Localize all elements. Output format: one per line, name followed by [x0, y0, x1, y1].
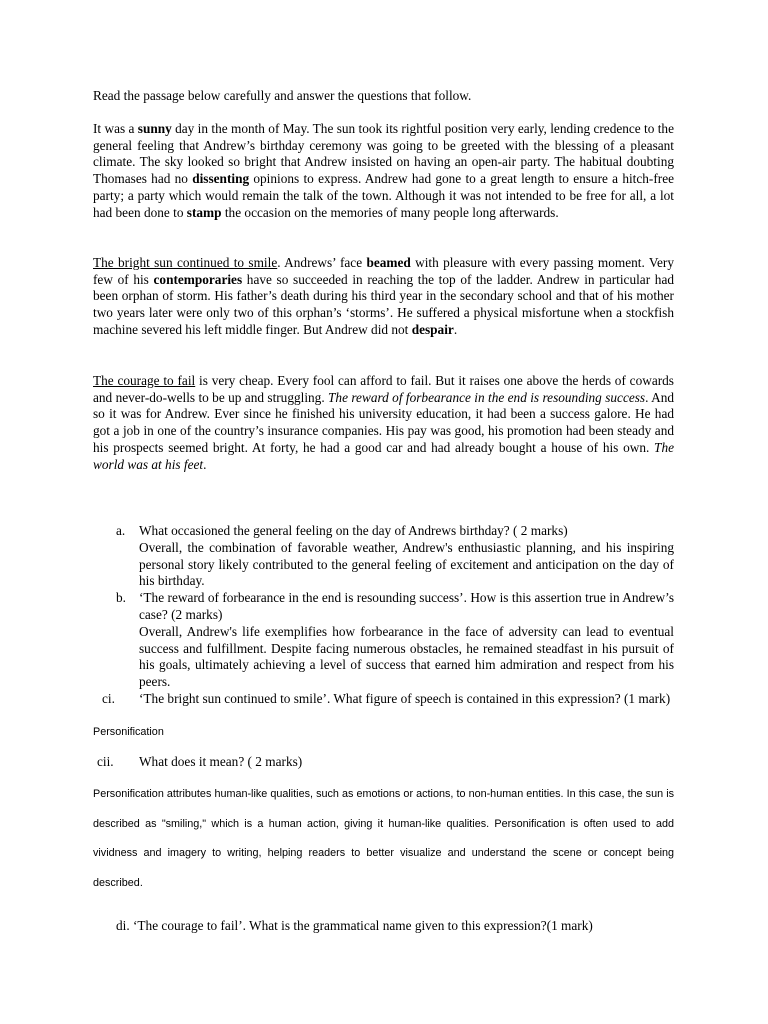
- bold-term: beamed: [366, 255, 411, 270]
- question-ci-text: ‘The bright sun continued to smile’. What figure of speech is contained in this expression? (1 mark): [139, 691, 671, 706]
- passage-paragraph-1: It was a sunny day in the month of May. The sun took its rightful position very early, lending credence to the general feeling that Andrew’s birthday ceremony was going to be greeted with the blessing of a pleasant climate. The sky looked so bright that Andrew insisted on having an open-air party. The habitual doubting Thomases had no dissenting opinions to express. Andrew had gone to a great length to ensure a hitch-free party; a party which would remain the talk of the town. Although it was not intended to be free for all, a lot had been done to stamp the occasion on the memories of many people long afterwards.: [93, 121, 674, 220]
- question-cii-text: What does it mean? ( 2 marks): [139, 754, 303, 769]
- question-a-number: a.: [116, 523, 126, 538]
- bold-term: sunny: [137, 121, 172, 136]
- question-ci-number: ci.: [102, 691, 115, 706]
- question-cii-number: cii.: [97, 754, 114, 769]
- bold-term: despair: [411, 321, 454, 337]
- italic-phrase: The reward of forbearance in the end is resounding success: [328, 389, 646, 405]
- answer-cii: Personification attributes human-like qualities, such as emotions or actions, to non-human entities. In this case, the sun is described as "smiling," which is a human action, giving it human-like qualities. Personification is often used to add vividness and imagery to writing, helping readers to better visualize and understand the scene or concept being described.: [93, 788, 674, 890]
- question-b-number: b.: [116, 590, 126, 605]
- question-a-text: What occasioned the general feeling on the day of Andrews birthday? ( 2 marks): [139, 523, 568, 538]
- answer-ci: Personification: [93, 726, 164, 738]
- passage-paragraph-3: The courage to fail is very cheap. Every fool can afford to fail. But it raises one above the herds of cowards and never-do-wells to be up and struggling. The reward of forbearance in the end is resounding success. And so it was for Andrew. Ever since he finished his university education, it had been a success galore. He had got a job in one of the country’s insurance companies. His pay was good, his promotion had been steady and his prospects seemed bright. At forty, he had a good car and had already bought a house of his own. The world was at his feet.: [93, 373, 674, 472]
- bold-term: contemporaries: [153, 271, 243, 287]
- bold-term: dissenting: [192, 171, 250, 187]
- answer-b: Overall, Andrew's life exemplifies how forbearance in the face of adversity can lead to eventual success and fulfillment. Despite facing numerous obstacles, he remained steadfast in his pursuit of his goals, ultimately achieving a level of success that earned him admiration and respect from his peers.: [139, 624, 674, 690]
- instruction: Read the passage below carefully and answer the questions that follow.: [93, 88, 472, 103]
- passage-paragraph-2: The bright sun continued to smile. Andrews’ face beamed with pleasure with every passing moment. Very few of his contemporaries have so succeeded in reaching the top of the ladder. Andrew in particular had been orphan of storm. His father’s death during his third year in the secondary school and that of his mother two years later were only two of this orphan’s ‘storms’. He suffered a physical misfortune when a stockfish machine severed his left middle finger. But Andrew did not despair.: [93, 255, 674, 337]
- question-b-text: ‘The reward of forbearance in the end is resounding success’. How is this assertion true in Andrew’s case? (2 marks): [139, 590, 674, 622]
- bold-term: stamp: [186, 204, 222, 220]
- underlined-phrase: The courage to fail: [93, 373, 196, 388]
- question-di-text: di. ‘The courage to fail’. What is the grammatical name given to this expression?(1 mark): [116, 918, 593, 933]
- underlined-phrase: The bright sun continued to smile: [93, 255, 278, 270]
- italic-phrase: The world was at his feet: [93, 439, 674, 472]
- answer-a: Overall, the combination of favorable weather, Andrew's enthusiastic planning, and his inspiring personal story likely contributed to the general feeling of excitement and anticipation on the day of his birthday.: [139, 540, 674, 589]
